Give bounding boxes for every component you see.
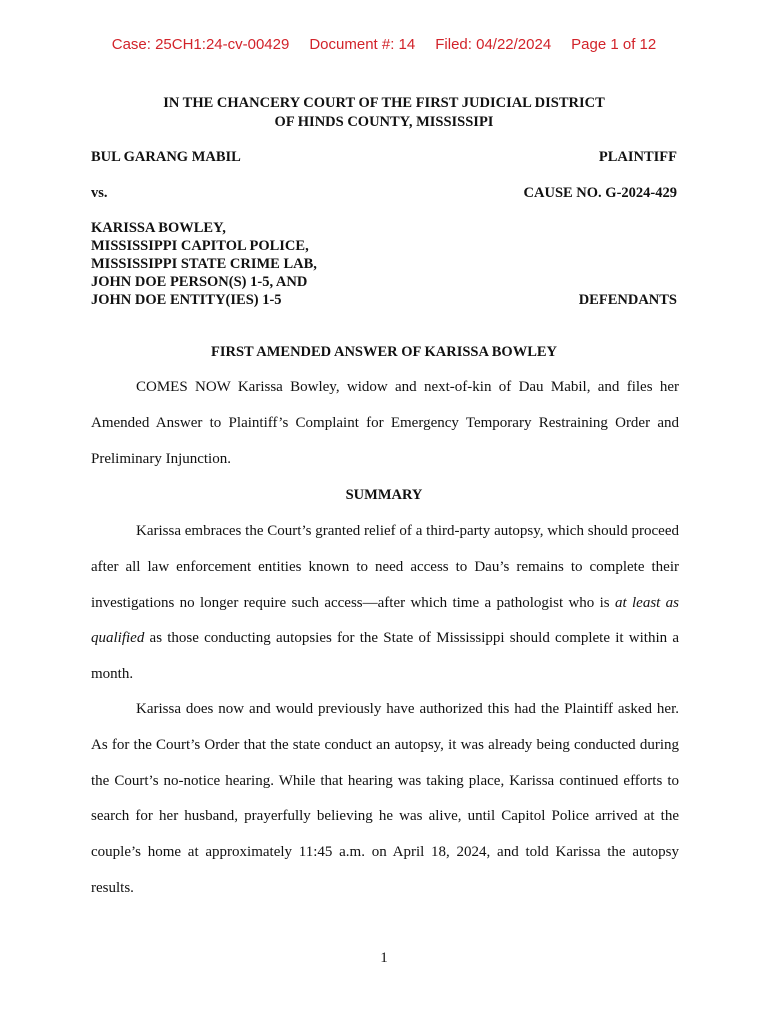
defendant-line: JOHN DOE PERSON(S) 1-5, AND (91, 274, 308, 290)
page-count-stamp: Page 1 of 12 (571, 36, 657, 53)
document-title: FIRST AMENDED ANSWER OF KARISSA BOWLEY (210, 344, 558, 360)
defendant-line: JOHN DOE ENTITY(IES) 1-5 (91, 292, 282, 308)
versus-text: vs. (91, 185, 108, 201)
summary-paragraph-1-text-a: Karissa embraces the Court’s granted relief of a third-party autopsy, which should proceed after all law enforcement entities known to need access to Dau’s remains to complete their investigations no longer require such access—after which time a pathologist who is (91, 523, 679, 611)
plaintiff-label: PLAINTIFF (598, 149, 677, 165)
court-heading (0, 94, 768, 132)
cause-number: CAUSE NO. G-2024-429 (523, 185, 677, 201)
case-number-stamp: Case: 25CH1:24-cv-00429 (111, 36, 290, 53)
defendants-label: DEFENDANTS (578, 292, 677, 308)
intro-paragraph: COMES NOW Karissa Bowley, widow and next-of-kin of Dau Mabil, and files her Amended Answer to Plaintiff’s Complaint for Emergency Temporary Restraining Order and Preliminary Injunction. (91, 379, 679, 467)
summary-paragraph-1-emphasis: at least as qualified (91, 594, 680, 647)
summary-paragraph-2: Karissa does now and would previously have authorized this had the Plaintiff asked her. As for the Court’s Order that the state conduct an autopsy, it was already being conducted during the Court’s no-notice hearing. While that hearing was taking place, Karissa continued efforts to search for her husband, prayerfully believing he was alive, until Capitol Police arrived at the couple’s home at approximately 11:45 a.m. on April 18, 2024, and told Karissa the autopsy results. (91, 701, 679, 896)
filing-stamp-header (0, 36, 768, 53)
defendant-line: MISSISSIPPI CAPITOL POLICE, (91, 238, 309, 254)
plaintiff-row (91, 148, 677, 166)
page-number: 1 (380, 950, 388, 966)
document-number-stamp: Document #: 14 (309, 36, 416, 53)
filed-date-stamp: Filed: 04/22/2024 (435, 36, 552, 53)
summary-paragraph-1-text-b: as those conducting autopsies for the State of Mississippi should complete it within a month. (91, 630, 679, 683)
court-heading-line-1: IN THE CHANCERY COURT OF THE FIRST JUDICIAL DISTRICT (163, 95, 605, 111)
defendants-block (91, 219, 677, 309)
summary-paragraph-1 (91, 514, 679, 693)
court-heading-line-2: OF HINDS COUNTY, MISSISSIPI (274, 114, 494, 130)
defendant-line: KARISSA BOWLEY, (91, 220, 226, 236)
plaintiff-name: BUL GARANG MABIL (91, 149, 241, 165)
summary-heading: SUMMARY (345, 487, 423, 503)
versus-row (91, 184, 677, 202)
defendant-line: MISSISSIPPI STATE CRIME LAB, (91, 256, 317, 272)
